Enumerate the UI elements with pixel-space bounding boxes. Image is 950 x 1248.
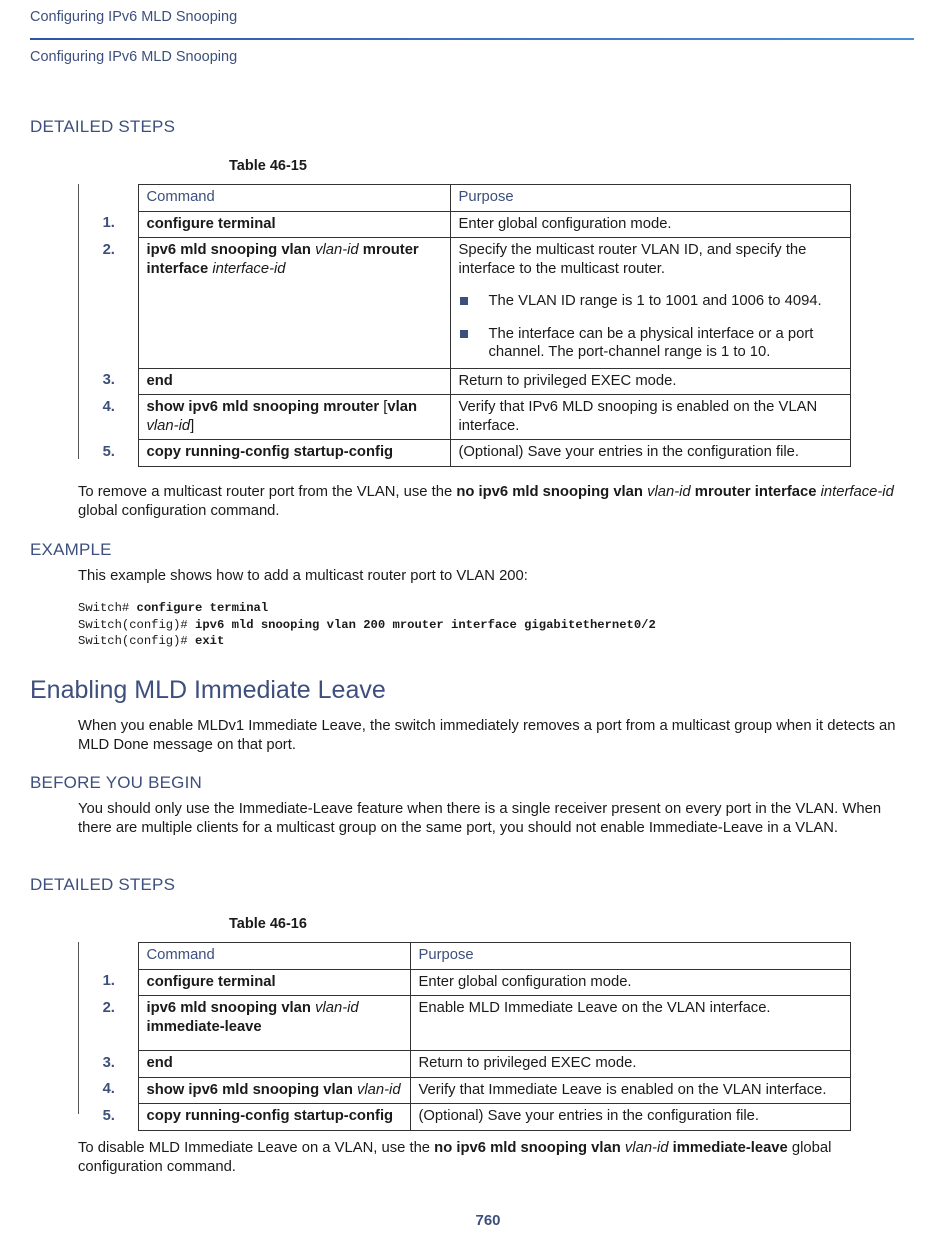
command-cell: configure terminal [138, 969, 410, 996]
step-number: 4. [102, 398, 115, 415]
purpose-cell: Verify that IPv6 MLD snooping is enabled on the VLAN interface. [450, 395, 850, 440]
immediate-leave-intro: When you enable MLDv1 Immediate Leave, the switch immediately removes a port from a multicast group when it detects an MLD Done message on that port. [78, 718, 896, 753]
command-cell: copy running-config startup-config [138, 1104, 410, 1131]
section-title: Enabling MLD Immediate Leave [30, 676, 386, 704]
purpose-cell: Enter global configuration mode. [450, 211, 850, 238]
step-number: 3. [102, 1054, 115, 1071]
table-row [80, 440, 850, 467]
step-number: 3. [102, 372, 115, 388]
purpose-text: Specify the multicast router VLAN ID, and specify the interface to the multicast router. [458, 242, 807, 277]
table-header-row [80, 185, 850, 212]
table-row [80, 996, 850, 1051]
before-you-begin-heading: BEFORE YOU BEGIN [30, 773, 202, 792]
command-cell: end [138, 368, 450, 395]
remove-mrouter-note: To remove a multicast router port from the VLAN, use the no ipv6 mld snooping vlan vlan-id mrouter interface interface-id global configuration command. [78, 484, 894, 519]
purpose-cell: (Optional) Save your entries in the configuration file. [410, 1104, 850, 1131]
table-row [80, 1104, 850, 1131]
detailed-steps-heading: DETAILED STEPS [30, 117, 176, 136]
running-header: Configuring IPv6 MLD Snooping [30, 9, 238, 25]
purpose-cell: Verify that Immediate Leave is enabled on the VLAN interface. [410, 1077, 850, 1104]
step-number: 4. [102, 1081, 115, 1097]
step-number: 5. [102, 1107, 115, 1124]
table-row [80, 211, 850, 238]
table-row [80, 368, 850, 395]
table-margin-rule [78, 942, 79, 1114]
command-cell: ipv6 mld snooping vlan vlan-id immediate-leave [138, 996, 410, 1051]
table-caption: Table 46-16 [229, 916, 307, 932]
table-row [80, 1051, 850, 1078]
command-cell: copy running-config startup-config [138, 440, 450, 467]
col-header-command: Command [138, 185, 450, 212]
chapter-subheader: Configuring IPv6 MLD Snooping [30, 49, 238, 65]
step-number: 1. [102, 215, 115, 231]
command-cell: configure terminal [138, 211, 450, 238]
table-row [80, 969, 850, 996]
purpose-cell: (Optional) Save your entries in the configuration file. [450, 440, 850, 467]
table-row [80, 395, 850, 440]
square-bullet-icon [460, 330, 468, 338]
purpose-cell: Enable MLD Immediate Leave on the VLAN interface. [410, 996, 850, 1051]
table-caption: Table 46-15 [229, 158, 307, 174]
purpose-cell: Return to privileged EXEC mode. [410, 1051, 850, 1078]
disable-immediate-leave-note: To disable MLD Immediate Leave on a VLAN, use the no ipv6 mld snooping vlan vlan-id immediate-leave global configuration command. [78, 1140, 832, 1175]
step-number: 5. [102, 443, 115, 460]
steps-table-46-16 [80, 942, 851, 1131]
header-rule [30, 38, 914, 40]
col-header-purpose: Purpose [450, 185, 850, 212]
code-line: Switch(config)# ipv6 mld snooping vlan 200 mrouter interface gigabitethernet0/2 [78, 617, 656, 632]
code-line: Switch(config)# exit [78, 634, 225, 648]
code-line: Switch# configure terminal [78, 601, 269, 615]
purpose-cell [450, 238, 850, 369]
step-number: 1. [102, 973, 115, 989]
table-margin-rule [78, 184, 79, 459]
page-number: 760 [475, 1212, 501, 1229]
purpose-cell: Return to privileged EXEC mode. [450, 368, 850, 395]
example-heading: EXAMPLE [30, 540, 112, 559]
table-row [80, 238, 850, 369]
command-cell: show ipv6 mld snooping vlan vlan-id [138, 1077, 410, 1104]
before-you-begin-text: You should only use the Immediate-Leave feature when there is a single receiver present on every port in the VLAN. When there are multiple clients for a multicast group on the same port, you should not enable Immediate-Leave in a VLAN. [78, 801, 882, 836]
command-cell: end [138, 1051, 410, 1078]
detailed-steps-heading: DETAILED STEPS [30, 875, 176, 894]
command-cell: ipv6 mld snooping vlan vlan-id mrouter interface interface-id [138, 238, 450, 369]
table-row [80, 1077, 850, 1104]
square-bullet-icon [460, 297, 468, 305]
step-number: 2. [102, 999, 115, 1016]
bullet-item: The interface can be a physical interface or a port channel. The port-channel range is 1 to 10. [459, 325, 842, 362]
col-header-purpose: Purpose [410, 943, 850, 970]
col-header-command: Command [138, 943, 410, 970]
steps-table-46-15 [80, 184, 851, 467]
example-intro: This example shows how to add a multicast router port to VLAN 200: [78, 568, 528, 584]
bullet-item: The VLAN ID range is 1 to 1001 and 1006 to 4094. [459, 292, 842, 311]
command-cell: show ipv6 mld snooping mrouter [vlan vlan-id] [138, 395, 450, 440]
purpose-cell: Enter global configuration mode. [410, 969, 850, 996]
table-header-row [80, 943, 850, 970]
step-number: 2. [102, 241, 115, 258]
example-code-block [78, 600, 656, 650]
